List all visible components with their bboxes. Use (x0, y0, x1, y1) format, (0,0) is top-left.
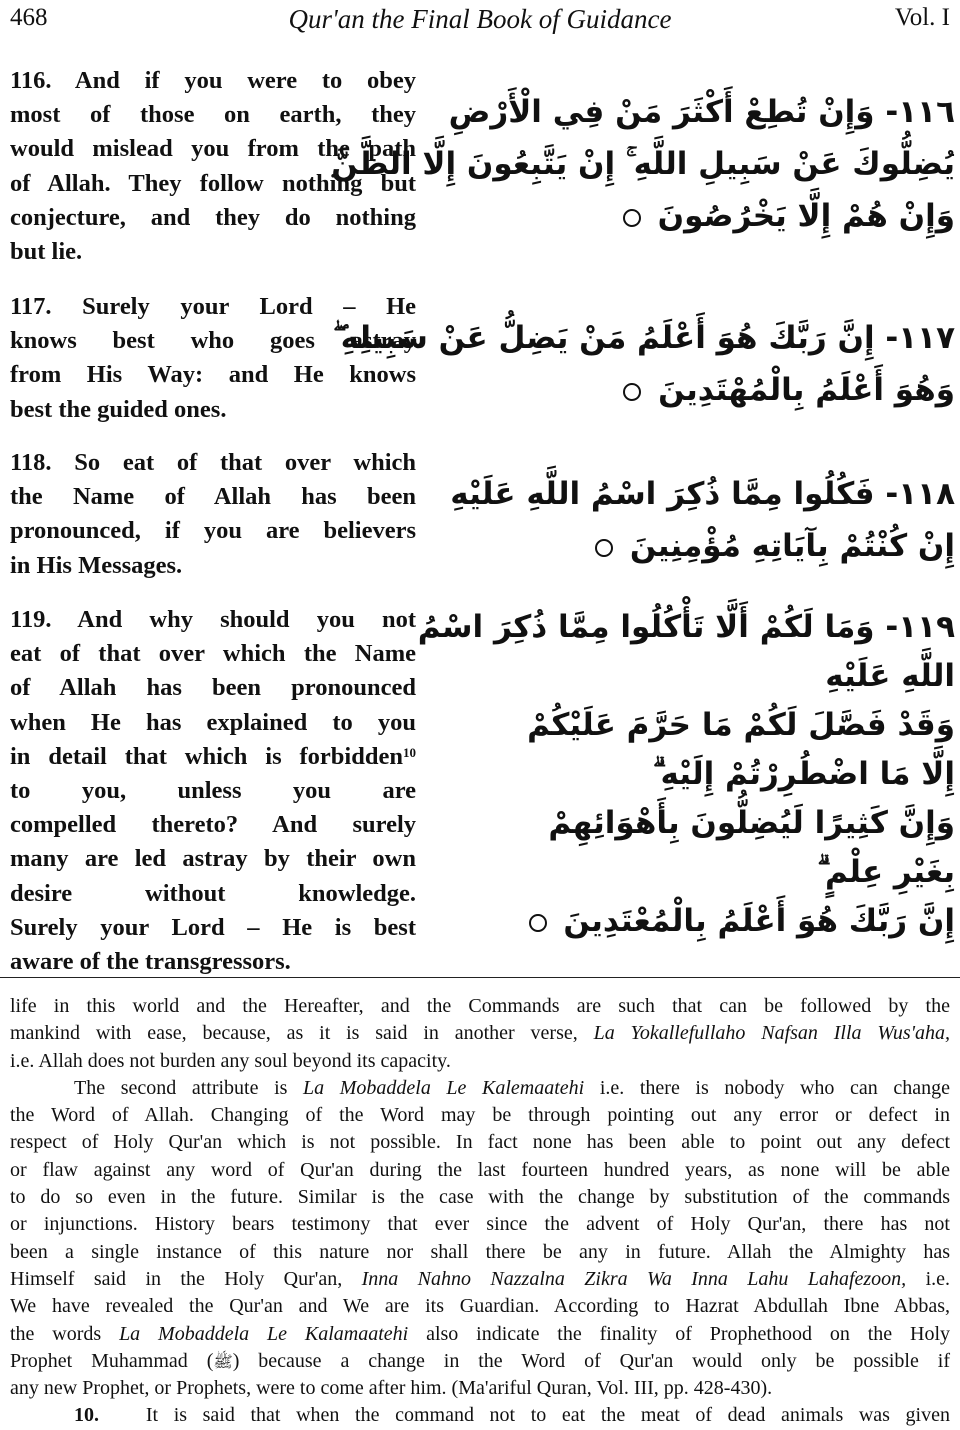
page-number: 468 (10, 4, 48, 31)
verse-118-translation: 118. So eat of that over which the Name of Allah has been pronounced, if you are believers in His Messages. (10, 449, 416, 579)
verse-119-arabic: ١١٩- وَمَا لَكُمْ أَلَّا تَأْكُلُوا مِمَّا ذُكِرَ اسْمُ اللَّهِ عَلَيْهِ وَقَدْ فَصَّلَ لَكُمْ مَا حَرَّمَ عَلَيْكُمْ إِلَّا مَا اضْطُرِرْتُمْ إِلَيْهِ ۗ وَإِنَّ كَثِيرًا لَيُضِلُّونَ بِأَهْوَائِهِمْ بِغَيْرِ عِلْمٍ ۗ إِنَّ رَبَّكَ هُوَ أَعْلَمُ بِالْمُعْتَدِينَ (417, 609, 955, 939)
verse-119-translation: 119. And why should you not eat of that over which the Name of Allah has been pronounced when He has explained to you in detail that which is forbidden$^{10}$ to you, unless you are compelled thereto? And surely many are led astray by their own desire without knowledge. Surely your Lord – He is best aware of the transgressors. (10, 606, 416, 976)
ayah-end-circle-icon (623, 383, 641, 401)
footnote-10: 10. It is said that when the command not to eat the meat of dead animals was given (74, 1404, 950, 1427)
commentary-paragraph-2: The second attribute is La Mobaddela Le Kalemaatehi i.e. there is nobody who can change the Word of Allah. Changing of the Word may be through pointing out any error or defect in respect of Holy Qur'an which is not possible. In fact none has been able to point out any defect or flaw against any word of Qur'an during the last fourteen hundred years, as none will be able to do so even in the future. Similar is the case with the change by substitution of the commands or injunctions. History bears testimony that ever since the advent of Holy Qur'an, there has not been a single instance of this nature nor shall there be any in future. Allah the Almighty has Himself said in the Holy Qur'an, Inna Nahno Nazzalna Zikra Wa Inna Lahu Lahafezoon, i.e. We have revealed the Qur'an and We are its Guardian. According to Hazrat Abdullah Ibne Abbas, the words La Mobaddela Le Kalamaatehi also indicate the finality of Prophethood on the Holy Prophet Muhammad (ﷺ) because a change in the Word of Qur'an would only be possible if any new Prophet, or Prophets, were to come after him. (Ma'ariful Quran, Vol. III, pp. 428-430). (10, 1076, 951, 1400)
ayah-end-circle-icon (595, 539, 613, 557)
section-divider (0, 977, 960, 978)
book-title: Qur'an the Final Book of Guidance (288, 4, 672, 34)
verse-117-arabic: ١١٧- إِنَّ رَبَّكَ هُوَ أَعْلَمُ مَنْ يَضِلُّ عَنْ سَبِيلِهِ ۖ وَهُوَ أَعْلَمُ بِالْمُهْتَدِينَ (332, 320, 955, 408)
page-header (0, 2, 960, 36)
ayah-end-circle-icon (529, 914, 547, 932)
footnote-number: 10. (74, 1404, 99, 1427)
commentary-notes (10, 993, 950, 1430)
ayah-end-circle-icon (623, 209, 641, 227)
verse-116-translation: 116. And if you were to obey most of those on earth, they would mislead you from the path of Allah. They follow nothing but conjecture, and they do nothing but lie. (10, 67, 416, 266)
verse-118-arabic: ١١٨- فَكُلُوا مِمَّا ذُكِرَ اسْمُ اللَّهِ عَلَيْهِ إِنْ كُنْتُمْ بِآيَاتِهِ مُؤْمِنِينَ (450, 476, 955, 564)
volume-label: Vol. I (894, 4, 950, 31)
verse-117-translation: 117. Surely your Lord – He knows best who goes astray from His Way: and He knows best the guided ones. (10, 293, 416, 423)
salutation-glyph: ﷺ (213, 1351, 233, 1371)
footnote-ref: 10 (403, 744, 416, 760)
verse-116-arabic: ١١٦- وَإِنْ تُطِعْ أَكْثَرَ مَنْ فِي الْأَرْضِ يُضِلُّوكَ عَنْ سَبِيلِ اللَّهِ ۚ إِنْ يَتَّبِعُونَ إِلَّا الظَّنَّ وَإِنْ هُمْ إِلَّا يَخْرُصُونَ (331, 94, 955, 234)
commentary-paragraph-1: life in this world and the Hereafter, and the Commands are such that can be followed by the mankind with ease, because, as it is said in another verse, La Yokallefullaho Nafsan Illa Wus'aha, i.e. Allah does not burden any soul beyond its capacity. (10, 995, 950, 1072)
